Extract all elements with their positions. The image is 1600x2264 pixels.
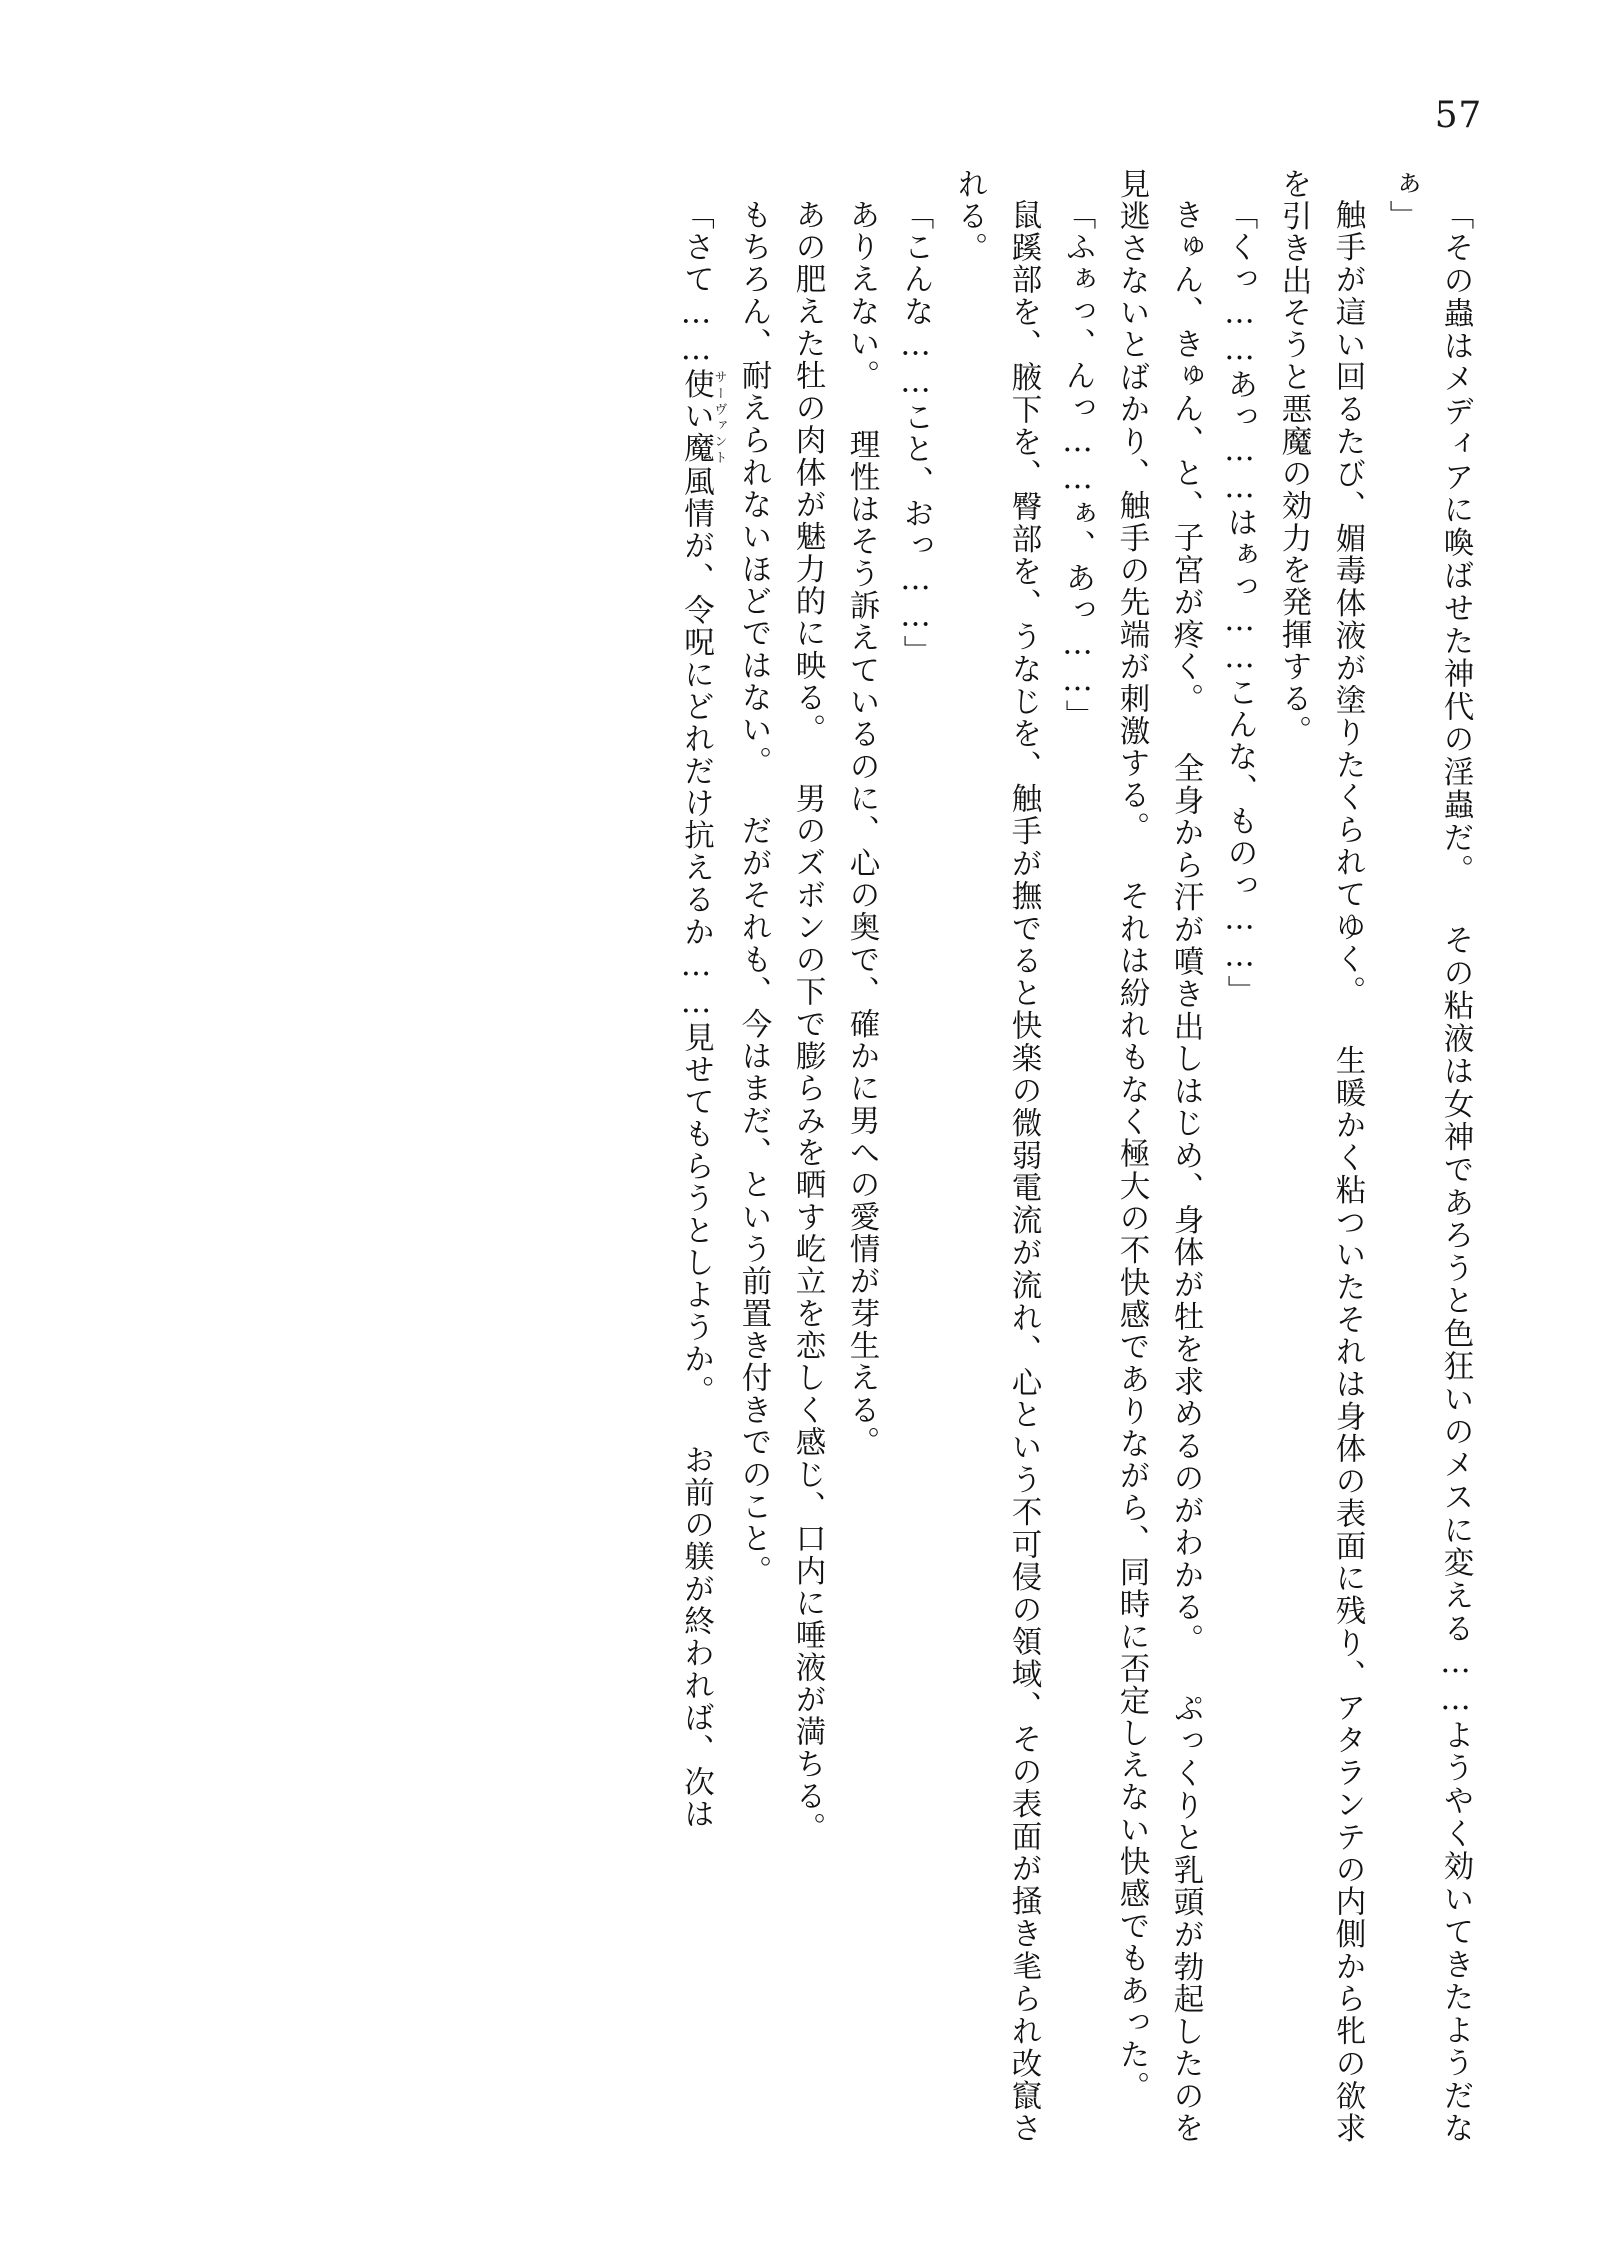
paragraph: 「ふぁっ、んっ……ぁ、あっ……」: [1060, 198, 1095, 732]
ruby-base-text: 使い魔: [678, 368, 714, 465]
ruby-annotation: [678, 368, 727, 465]
paragraph: 「その蟲はメディアに喚ばせた神代の淫蟲だ。 その粘液は女神であろうと色狂いのメスに変える……ようやく効いてきたようだなぁ」: [1384, 168, 1473, 2144]
paragraph: もちろん、耐えられないほどではない。 だがそれも、今はまだ、という前置き付きでのこと。: [736, 198, 771, 1587]
paragraph: ありえない。 理性はそう訴えているのに、心の奥で、確かに男への愛情が芽生える。: [844, 198, 879, 1458]
page-number: 57: [1434, 95, 1482, 136]
paragraph: 「くっ……あっ……はぁっ……こんな、ものっ……」: [1222, 198, 1257, 1007]
paragraph-with-ruby: [669, 168, 727, 2144]
body-text: [150, 168, 1482, 2144]
paragraph: きゅん、きゅん、と、子宮が疼く。 全身から汗が噴き出しはじめ、身体が牡を求めるのがわかる。 ぷっくりと乳頭が勃起したのを見逃さないとばかり、触手の先端が刺激する。 それは紛れもなく極大の不快感でありながら、同時に否定しえない快感でもあった。: [1114, 168, 1203, 2144]
paragraph: 鼠蹊部を、腋下を、臀部を、うなじを、触手が撫でると快楽の微弱電流が流れ、心という不可侵の領域、その表面が掻き毟られ改竄される。: [952, 168, 1041, 2144]
paragraph: あの肥えた牡の肉体が魅力的に映る。 男のズボンの下で膨らみを晒す屹立を恋しく感じ、口内に唾液が満ちる。: [790, 198, 825, 1845]
paragraph: 「こんな……こと、おっ……」: [898, 198, 933, 667]
ruby-prefix-text: 「さて……: [678, 198, 714, 369]
ruby-reading-text: サーヴァント: [711, 368, 727, 465]
paragraph: 触手が這い回るたび、媚毒体液が塗りたくられてゆく。 生暖かく粘ついたそれは身体の表面に残り、アタランテの内側から牝の欲求を引き出そうと悪魔の効力を発揮する。: [1276, 168, 1365, 2144]
ruby-suffix-text: 風情が、令呪にどれだけ抗えるか……見せてもらうとしようか。 お前の躾が終われば、次は: [678, 464, 714, 1830]
